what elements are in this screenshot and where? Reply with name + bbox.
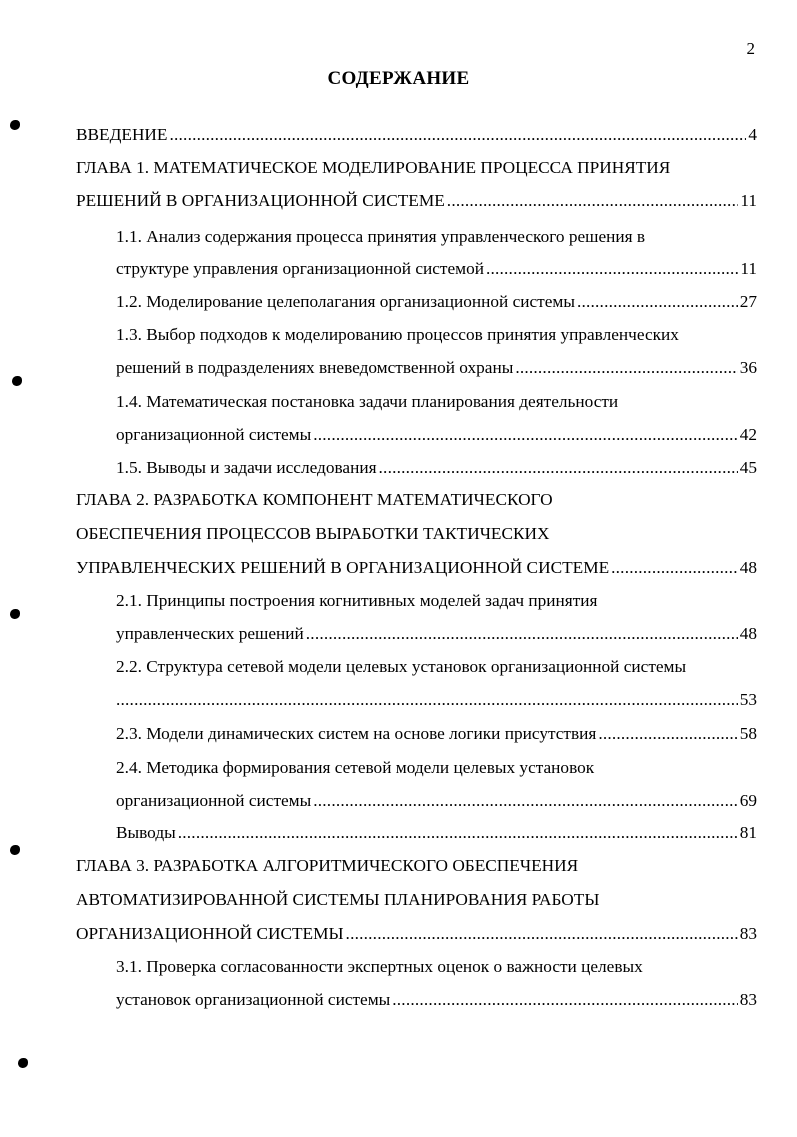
- page-title: СОДЕРЖАНИЕ: [327, 68, 470, 89]
- toc-page-number: 42: [739, 425, 757, 444]
- toc-section-2-4-line-2[interactable]: организационной системы ..... 69: [116, 789, 757, 813]
- toc-chapter-2-line-1[interactable]: ГЛАВА 2. РАЗРАБОТКА КОМПОНЕНТ МАТЕМАТИЧЕСКОГО: [76, 490, 553, 509]
- toc-page-number: 45: [739, 458, 757, 477]
- toc-page-number: 53: [739, 690, 757, 709]
- dot-leader: [346, 922, 738, 946]
- dot-leader: [313, 423, 737, 447]
- dot-leader: [116, 688, 738, 712]
- toc-page-number: 4: [748, 125, 757, 144]
- toc-page-number: 48: [739, 624, 757, 643]
- toc-chapter-3-line-1[interactable]: ГЛАВА 3. РАЗРАБОТКА АЛГОРИТМИЧЕСКОГО ОБЕСПЕЧЕНИЯ: [76, 856, 579, 875]
- binding-hole-mark-4: [10, 845, 20, 855]
- toc-section-1-1-line-2[interactable]: структуре управления организационной системой ..... 11: [116, 257, 757, 281]
- dot-leader: [169, 123, 746, 147]
- toc-page-number: 11: [740, 191, 757, 210]
- binding-hole-mark-2: [12, 376, 22, 386]
- dot-leader: [447, 189, 739, 213]
- binding-hole-mark-5: [18, 1058, 28, 1068]
- toc-page-number: 58: [739, 724, 757, 743]
- toc-section-2-1-line-2[interactable]: управленческих решений ..... 48: [116, 622, 757, 646]
- toc-chapter-2-line-3[interactable]: УПРАВЛЕНЧЕСКИХ РЕШЕНИЙ В ОРГАНИЗАЦИОННОЙ СИСТЕМЕ ..... 48: [76, 556, 757, 580]
- toc-page-number: 83: [739, 924, 757, 943]
- toc-section-2-2-line-1[interactable]: 2.2. Структура сетевой модели целевых установок организационной системы: [116, 657, 687, 676]
- toc-section-1-5[interactable]: 1.5. Выводы и задачи исследования ..... 45: [116, 456, 757, 480]
- toc-chapter-3-line-3[interactable]: ОРГАНИЗАЦИОННОЙ СИСТЕМЫ ..... 83: [76, 922, 757, 946]
- dot-leader: [178, 821, 738, 845]
- toc-entry-intro[interactable]: ВВЕДЕНИЕ ..... 4: [76, 123, 757, 147]
- toc-page-number: 83: [739, 990, 757, 1009]
- toc-section-2-2-line-2[interactable]: [116, 688, 757, 712]
- toc-chapter-3-line-2[interactable]: АВТОМАТИЗИРОВАННОЙ СИСТЕМЫ ПЛАНИРОВАНИЯ РАБОТЫ: [76, 890, 600, 909]
- dot-leader: [306, 622, 738, 646]
- toc-page-number: 69: [739, 791, 757, 810]
- page-number: 2: [746, 39, 755, 58]
- dot-leader: [392, 988, 737, 1012]
- toc-page-number: 36: [739, 358, 757, 377]
- toc-page-number: 27: [739, 292, 757, 311]
- dot-leader: [611, 556, 738, 580]
- toc-section-1-4-line-2[interactable]: организационной системы ..... 42: [116, 423, 757, 447]
- dot-leader: [577, 290, 738, 314]
- dot-leader: [313, 789, 737, 813]
- dot-leader: [379, 456, 738, 480]
- toc-section-1-3-line-2[interactable]: решений в подразделениях вневедомственной охраны ..... 36: [116, 356, 757, 380]
- toc-conclusions[interactable]: Выводы ..... 81: [116, 821, 757, 845]
- toc-section-2-1-line-1[interactable]: 2.1. Принципы построения когнитивных моделей задач принятия: [116, 591, 598, 610]
- binding-hole-mark-3: [10, 609, 20, 619]
- toc-section-1-2[interactable]: 1.2. Моделирование целеполагания организационной системы ..... 27: [116, 290, 757, 314]
- toc-page-number: 48: [739, 558, 757, 577]
- binding-hole-mark-1: [10, 120, 20, 130]
- toc-section-3-1-line-2[interactable]: установок организационной системы ..... 83: [116, 988, 757, 1012]
- toc-page-number: 11: [740, 259, 757, 278]
- toc-section-1-4-line-1[interactable]: 1.4. Математическая постановка задачи планирования деятельности: [116, 392, 619, 411]
- toc-chapter-2-line-2[interactable]: ОБЕСПЕЧЕНИЯ ПРОЦЕССОВ ВЫРАБОТКИ ТАКТИЧЕСКИХ: [76, 524, 550, 543]
- dot-leader: [598, 722, 737, 746]
- dot-leader: [486, 257, 738, 281]
- toc-section-1-1-line-1[interactable]: 1.1. Анализ содержания процесса принятия управленческого решения в: [116, 227, 646, 246]
- dot-leader: [515, 356, 737, 380]
- toc-section-2-4-line-1[interactable]: 2.4. Методика формирования сетевой модели целевых установок: [116, 758, 595, 777]
- toc-chapter-1-line-1[interactable]: ГЛАВА 1. МАТЕМАТИЧЕСКОЕ МОДЕЛИРОВАНИЕ ПРОЦЕССА ПРИНЯТИЯ: [76, 158, 671, 177]
- toc-page-number: 81: [739, 823, 757, 842]
- toc-section-2-3[interactable]: 2.3. Модели динамических систем на основе логики присутствия ..... 58: [116, 722, 757, 746]
- toc-section-1-3-line-1[interactable]: 1.3. Выбор подходов к моделированию процессов принятия управленческих: [116, 325, 679, 344]
- toc-section-3-1-line-1[interactable]: 3.1. Проверка согласованности экспертных оценок о важности целевых: [116, 957, 643, 976]
- toc-chapter-1-line-2[interactable]: РЕШЕНИЙ В ОРГАНИЗАЦИОННОЙ СИСТЕМЕ ..... 11: [76, 189, 757, 213]
